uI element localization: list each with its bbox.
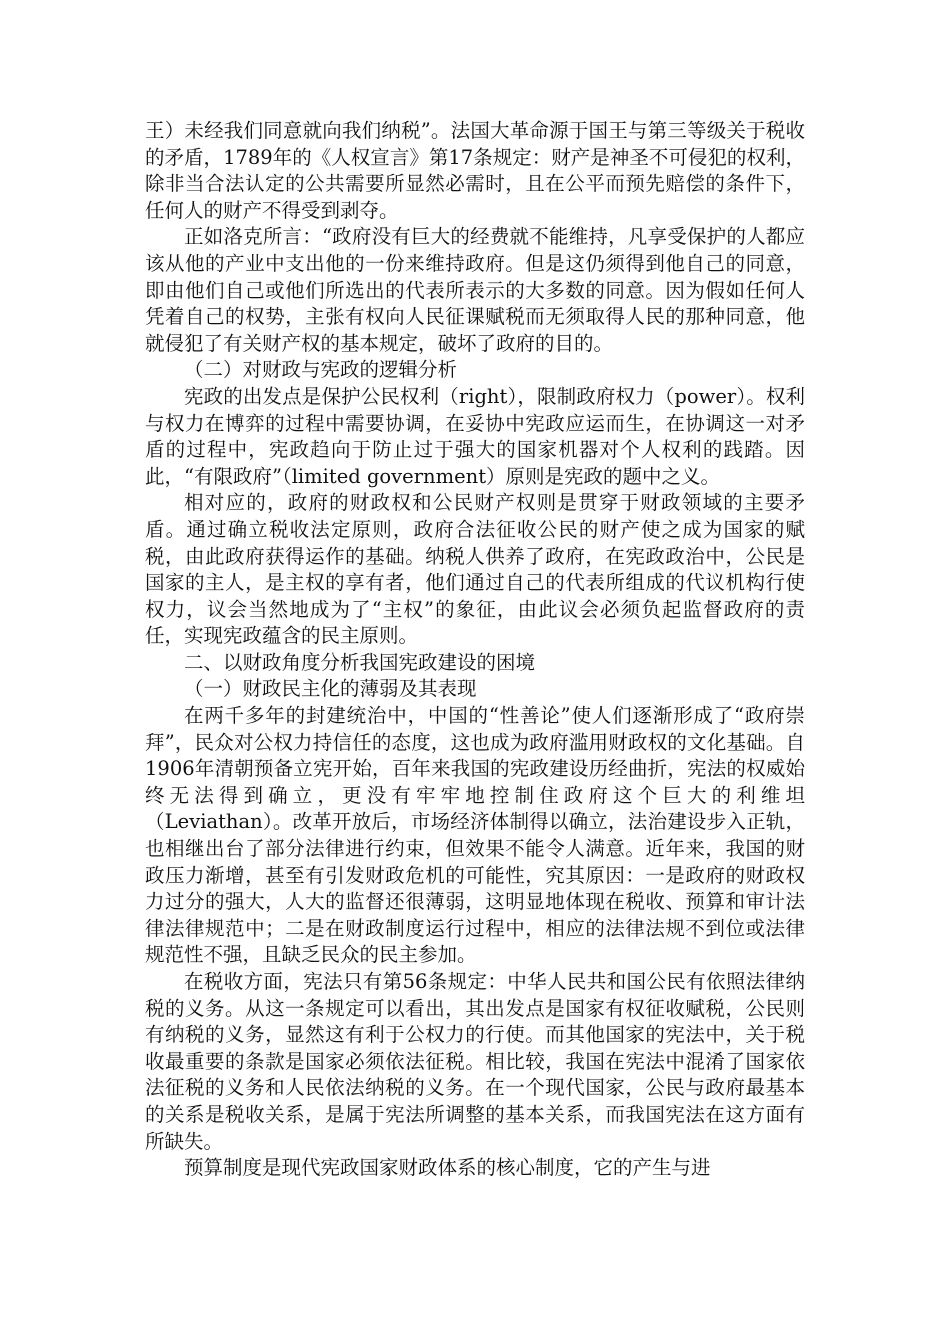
paragraph-tax-article-56: 在税收方面，宪法只有第56条规定：中华人民共和国公民有依照法律纳税的义务。从这一条规定可以看出，其出发点是国家有权征收赋税，公民则有纳税的义务，显然这有利于公权力的行使。而其他国家的宪法中，关于税收最重要的条款是国家必须依法征税。相比较，我国在宪法中混淆了国家依法征税的义务和人民依法纳税的义务。在一个现代国家，公民与政府最基本的关系是税收关系，是属于宪法所调整的基本关系，而我国宪法在这方面有所缺失。 [145,970,805,1153]
paragraph-constitutionalism-origin: 宪政的出发点是保护公民权利（right），限制政府权力（power）。权利与权力在博弈的过程中需要协调，在妥协中宪政应运而生，在协调这一对矛盾的过程中，宪政趋向于防止过于强大的国家机器对个人权利的践踏。因此，“有限政府”（limited government）原则是宪政的题中之义。 [145,384,805,488]
paragraph-budget-system: 预算制度是现代宪政国家财政体系的核心制度，它的产生与进 [184,1156,711,1180]
paragraph-tax-consent: 王）未经我们同意就向我们纳税”。法国大革命源于国王与第三等级关于税收的矛盾，1789年的《人权宣言》第17条规定：财产是神圣不可侵犯的权利，除非当合法认定的公共需要所显然必需时，且在公平而预先赔偿的条件下，任何人的财产不得受到剥夺。 [145,119,805,222]
section-heading-logic-analysis: （二）对财政与宪政的逻辑分析 [184,358,458,382]
section-heading-weak-democratization: （一）财政民主化的薄弱及其表现 [184,677,477,701]
paragraph-feudal-history: 在两千多年的封建统治中，中国的“性善论”使人们逐渐形成了“政府崇拜”，民众对公权力持信任的态度，这也成为政府滥用财政权的文化基础。自1906年清朝预备立宪开始，百年来我国的宪政建设历经曲折，宪法的权威始终无法得到确立，更没有牢牢地控制住政府这个巨大的利维坦（Leviathan）。改革开放后，市场经济体制得以确立，法治建设步入正轨，也相继出台了部分法律进行约束，但效果不能令人满意。近年来，我国的财政压力渐增，甚至有引发财政危机的可能性，究其原因：一是政府的财政权力过分的强大，人大的监督还很薄弱，这明显地体现在税收、预算和审计法律法律规范中；二是在财政制度运行过程中，相应的法律法规不到位或法律规范性不强，且缺乏民众的民主参加。 [145,704,805,967]
paragraph-fiscal-power-contradiction: 相对应的，政府的财政权和公民财产权则是贯穿于财政领域的主要矛盾。通过确立税收法定原则，政府合法征收公民的财产使之成为国家的赋税，由此政府获得运作的基础。纳税人供养了政府，在宪政政治中，公民是国家的主人，是主权的享有者，他们通过自己的代表所组成的代议机构行使权力，议会当然地成为了“主权”的象征，由此议会必须负起监督政府的责任，实现宪政蕴含的民主原则。 [145,491,805,648]
document-page [145,118,805,1182]
section-heading-dilemma: 二、以财政角度分析我国宪政建设的困境 [184,650,536,674]
paragraph-locke-quote: 正如洛克所言：“政府没有巨大的经费就不能维持，凡享受保护的人都应该从他的产业中支出他的一份来维持政府。但是这仍须得到他自己的同意，即由他们自己或他们所选出的代表所表示的大多数的同意。因为假如任何人凭着自己的权势，主张有权向人民征课赋税而无须取得人民的那种同意，他就侵犯了有关财产权的基本规定，破坏了政府的目的。 [145,225,805,355]
